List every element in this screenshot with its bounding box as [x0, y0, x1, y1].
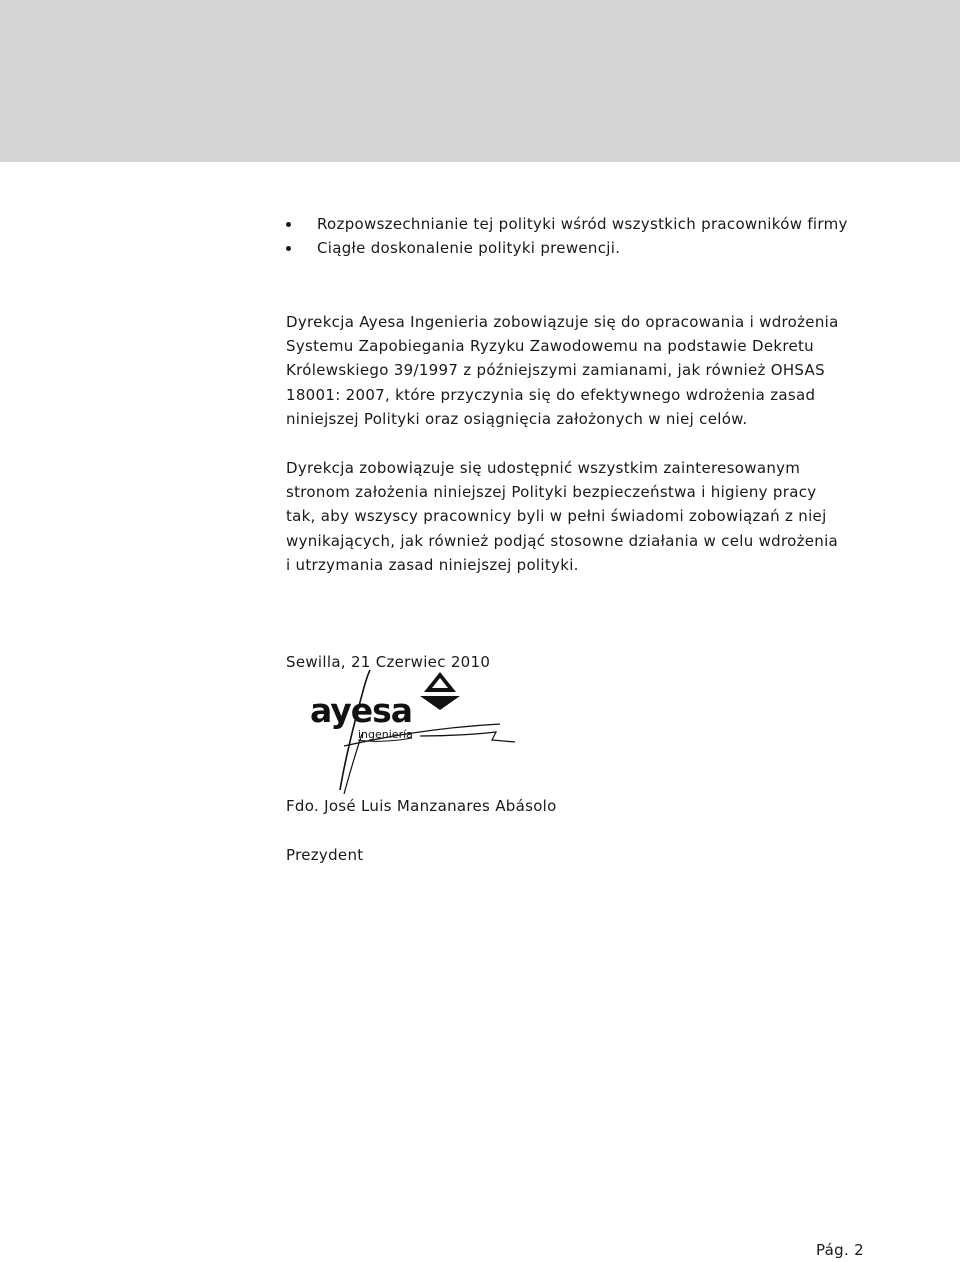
- date-line: Sewilla, 21 Czerwiec 2010: [286, 653, 491, 671]
- bullet-text: Ciągłe doskonalenie polityki prewencji.: [317, 239, 621, 257]
- bullet-text: Rozpowszechnianie tej polityki wśród wszystkich pracowników firmy: [317, 215, 848, 233]
- logo-brand-text: ayesa: [310, 691, 413, 730]
- paragraph-commitment: Dyrekcja Ayesa Ingenieria zobowiązuje się do opracowania i wdrożenia Systemu Zapobiegania Ryzyku Zawodowemu na podstawie Dekretu Królewskiego 39/1997 z późniejszymi zamianami, jak również OHSAS 18001: 2007, które przyczynia się do efektywnego wdrożenia zasad niniejszej Polityki oraz osiągnięcia założonych w niej celów.: [286, 313, 839, 428]
- bullet-list: [286, 212, 848, 260]
- ayesa-logo-signature: [300, 662, 530, 794]
- header-band: [0, 0, 960, 162]
- bullet-icon: [286, 222, 291, 227]
- signature-stroke: [420, 732, 515, 742]
- signer-role: Prezydent: [286, 846, 364, 864]
- page-number: Pág. 2: [816, 1241, 864, 1259]
- bullet-icon: [286, 246, 291, 251]
- bullet-list-wrap: [286, 212, 848, 260]
- bullet-item: [286, 236, 848, 260]
- logo-sub-text: ingeniería: [358, 728, 413, 741]
- paragraph-communication: Dyrekcja zobowiązuje się udostępnić wszystkim zainteresowanym stronom założenia niniejszej Polityki bezpieczeństwa i higieny pracy tak, aby wszyscy pracownicy byli w pełni świadomi zobowiązań z niej wynikających, jak również podjąć stosowne działania w celu wdrożenia i utrzymania zasad niniejszej polityki.: [286, 459, 839, 574]
- logo-roof-icon: [420, 672, 460, 710]
- signer-name: Fdo. José Luis Manzanares Abásolo: [286, 797, 557, 815]
- bullet-item: [286, 212, 848, 236]
